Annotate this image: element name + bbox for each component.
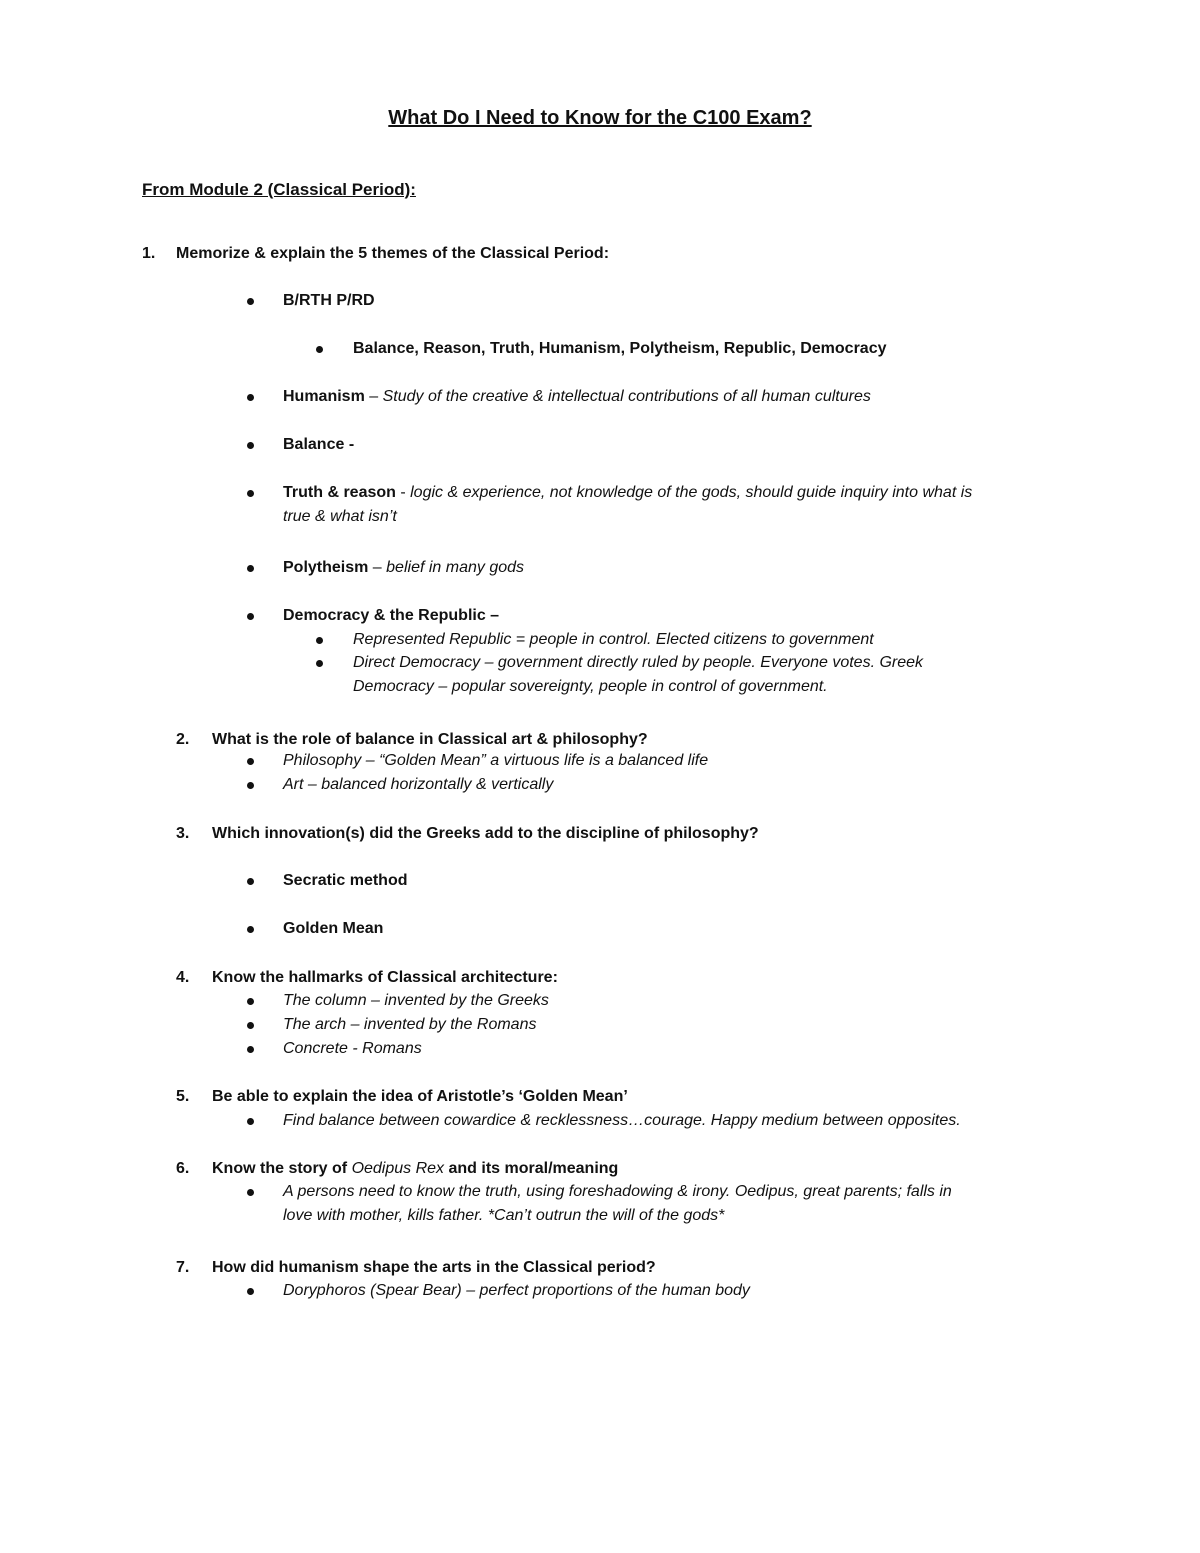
question-text-part: Know the story of [212,1160,352,1177]
question-text-part: and its moral/meaning [444,1160,619,1177]
bullet-icon [247,1022,254,1029]
list-item: Balance, Reason, Truth, Humanism, Polytheism, Republic, Democracy [353,340,887,357]
bullet-icon [247,1118,254,1125]
bullet-icon [316,660,323,667]
list-item [283,559,524,577]
question-number: 2. [176,731,190,748]
question-number: 4. [176,969,190,986]
bullet-icon [247,782,254,789]
list-item: Art – balanced horizontally & vertically [283,776,554,793]
list-item-continued: Democracy – popular sovereignty, people in control of government. [353,678,828,695]
bullet-icon [316,346,323,353]
list-item: Philosophy – “Golden Mean” a virtuous life is a balanced life [283,752,709,769]
question-number: 5. [176,1088,190,1105]
term-definition: logic & experience, not knowledge of the gods, should guide inquiry into what is [410,484,973,501]
question-number: 1. [142,245,156,262]
bullet-icon [247,613,254,620]
list-item: Doryphoros (Spear Bear) – perfect proportions of the human body [283,1282,750,1299]
question-text: What is the role of balance in Classical art & philosophy? [212,731,648,748]
bullet-icon [247,298,254,305]
bullet-icon [247,758,254,765]
term-definition: belief in many gods [386,559,525,576]
bullet-icon [247,394,254,401]
list-item: Represented Republic = people in control. Elected citizens to government [353,631,874,648]
list-item: Direct Democracy – government directly ruled by people. Everyone votes. Greek [353,654,924,671]
term-definition-continued: true & what isn’t [283,508,397,525]
list-item [283,484,972,502]
question-text: Know the hallmarks of Classical architecture: [212,969,558,986]
term-label: Humanism [283,388,365,405]
bullet-icon [247,1046,254,1053]
page-title: What Do I Need to Know for the C100 Exam? [388,107,812,129]
bullet-icon [247,490,254,497]
list-item [283,388,871,406]
term-label: Truth & reason [283,484,396,501]
question-text: How did humanism shape the arts in the Classical period? [212,1259,656,1276]
bullet-icon [247,1189,254,1196]
term-separator: – [364,388,383,405]
bullet-icon [247,878,254,885]
list-item: B/RTH P/RD [283,292,375,309]
list-item: Democracy & the Republic – [283,607,500,624]
bullet-icon [247,926,254,933]
question-text: Be able to explain the idea of Aristotle’s ‘Golden Mean’ [212,1088,628,1105]
bullet-icon [247,565,254,572]
question-number: 3. [176,825,190,842]
module-heading: From Module 2 (Classical Period): [142,180,416,199]
list-item: Golden Mean [283,920,384,937]
list-item: Secratic method [283,872,408,889]
term-definition: Study of the creative & intellectual contributions of all human cultures [382,388,871,405]
list-item: Balance - [283,436,355,453]
bullet-icon [316,637,323,644]
term-label: Polytheism [283,559,369,576]
work-title: Oedipus Rex [351,1160,445,1177]
question-number: 6. [176,1160,190,1177]
question-number: 7. [176,1259,190,1276]
list-item: The column – invented by the Greeks [283,992,549,1009]
question-text: Memorize & explain the 5 themes of the Classical Period: [176,245,610,262]
list-item: Concrete - Romans [283,1040,422,1057]
list-item: Find balance between cowardice & recklessness…courage. Happy medium between opposites. [283,1112,961,1129]
term-separator: – [368,559,387,576]
question-text [212,1160,618,1178]
bullet-icon [247,998,254,1005]
term-separator: - [395,484,411,501]
question-text: Which innovation(s) did the Greeks add to the discipline of philosophy? [212,825,759,842]
list-item: The arch – invented by the Romans [283,1016,537,1033]
list-item: A persons need to know the truth, using foreshadowing & irony. Oedipus, great parents; falls in [283,1183,952,1200]
bullet-icon [247,1288,254,1295]
list-item-continued: love with mother, kills father. *Can’t outrun the will of the gods* [283,1207,725,1224]
bullet-icon [247,442,254,449]
